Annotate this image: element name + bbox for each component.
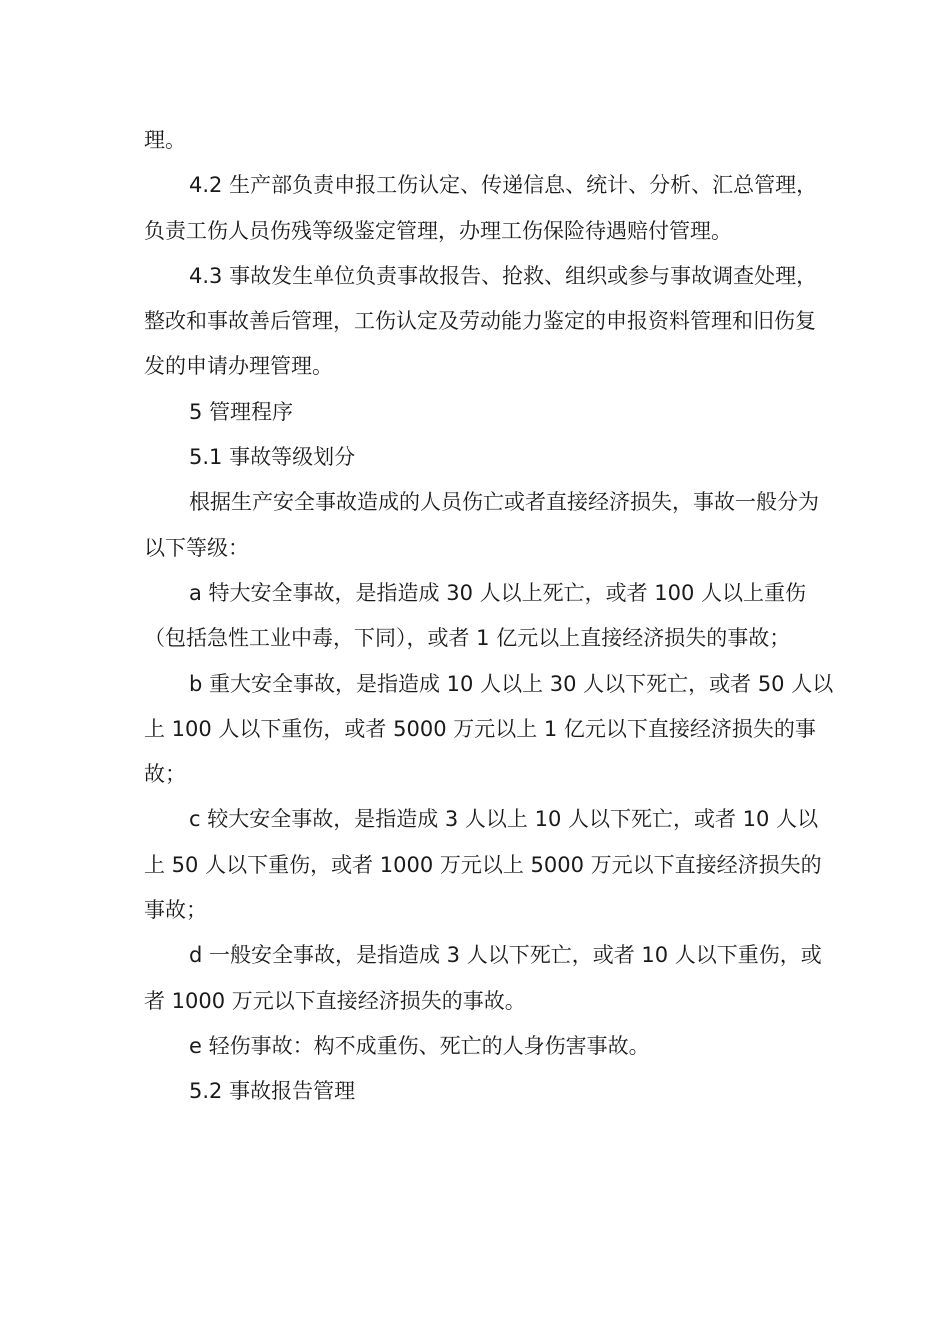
section-heading-5: 5 管理程序: [189, 399, 294, 424]
paragraph-continuation: 理。: [144, 128, 186, 152]
list-item-e: e 轻伤事故：构不成重伤、死亡的人身伤害事故。: [189, 1033, 650, 1058]
paragraph-4-3: 4.3 事故发生单位负责事故报告、抢救、组织或参与事故调查处理，整改和事故善后管理，工伤认定及劳动能力鉴定的申报资料管理和旧伤复发的申请办理管理。: [144, 263, 818, 379]
list-item-a: a 特大安全事故，是指造成 30 人以上死亡，或者 100 人以上重伤（包括急性工业中毒，下同），或者 1 亿元以上直接经济损失的事故；: [144, 580, 807, 651]
document-body: [144, 118, 834, 1115]
paragraph-classification-intro: 根据生产安全事故造成的人员伤亡或者直接经济损失，事故一般分为以下等级：: [144, 490, 819, 560]
list-item-b: b 重大安全事故，是指造成 10 人以上 30 人以下死亡，或者 50 人以上 100 人以下重伤，或者 5000 万元以上 1 亿元以下直接经济损失的事故；: [144, 671, 834, 787]
list-item-d: d 一般安全事故，是指造成 3 人以下死亡，或者 10 人以下重伤，或者 1000 万元以下直接经济损失的事故。: [144, 943, 822, 1013]
subsection-heading-5-2: 5.2 事故报告管理: [189, 1079, 356, 1104]
subsection-heading-5-1: 5.1 事故等级划分: [189, 445, 356, 470]
paragraph-4-2: 4.2 生产部负责申报工伤认定、传递信息、统计、分析、汇总管理，负责工伤人员伤残等级鉴定管理，办理工伤保险待遇赔付管理。: [144, 173, 818, 243]
list-item-c: c 较大安全事故，是指造成 3 人以上 10 人以下死亡，或者 10 人以上 50 人以下重伤，或者 1000 万元以上 5000 万元以下直接经济损失的事故；: [144, 807, 822, 923]
